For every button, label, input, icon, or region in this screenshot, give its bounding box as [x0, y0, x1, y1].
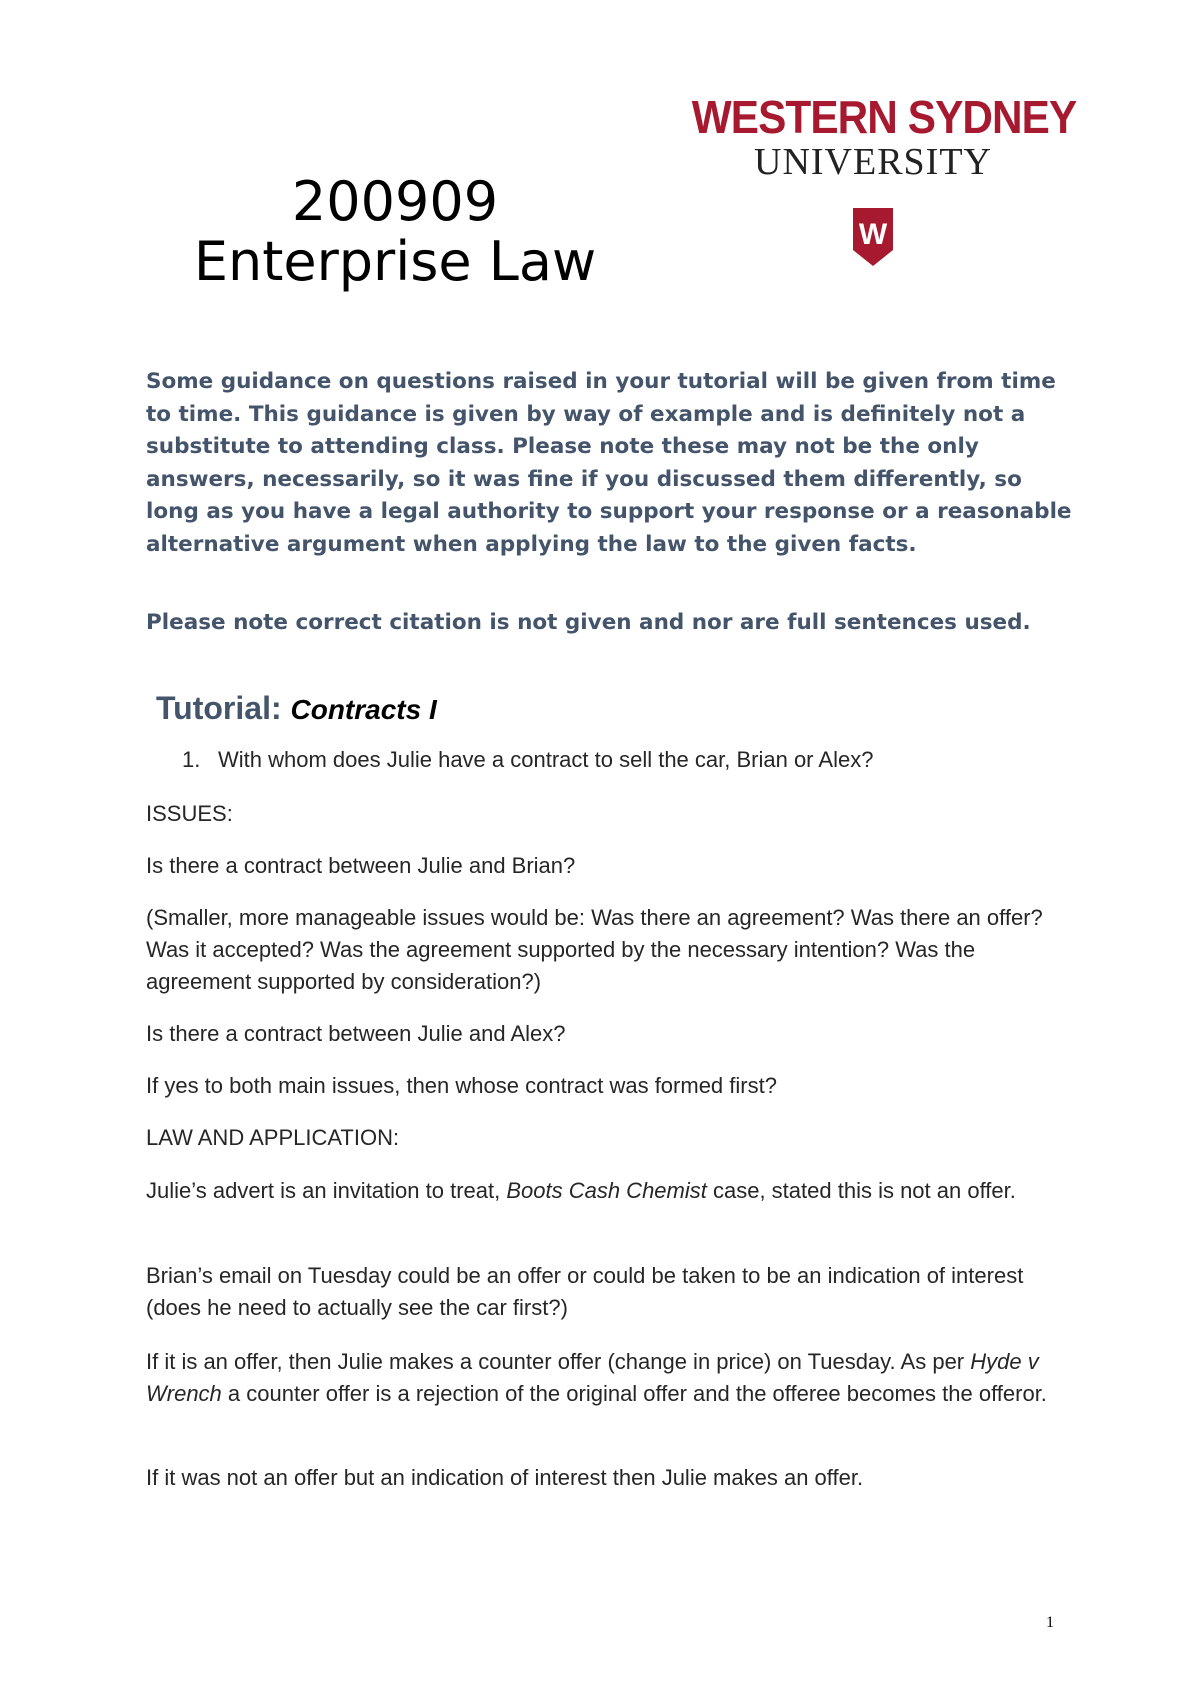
p3-text-after: a counter offer is a rejection of the original offer and the offeree becomes the offeror.: [221, 1381, 1047, 1406]
law-application-heading: LAW AND APPLICATION:: [146, 1125, 400, 1150]
paragraph-counter-offer: [146, 1346, 1076, 1410]
question-1: [182, 745, 873, 775]
paragraph-brian-email: Brian’s email on Tuesday could be an offer or could be taken to be an indication of interest (does he need to actually see the car first?): [146, 1263, 1024, 1320]
logo-line-university: UNIVERSITY: [754, 141, 992, 183]
page-number: 1: [1046, 1614, 1054, 1631]
paragraph-indication-of-interest: If it was not an offer but an indication of interest then Julie makes an offer.: [146, 1465, 864, 1490]
guidance-paragraph: Some guidance on questions raised in your tutorial will be given from time to time. This guidance is given by way of example and is definitely not a substitute to attending class. Please note these may not be the only answers, necessarily, so it was fine if you discussed them differently, so long as you have a legal authority to support your response or a reasonable alternative argument when applying the law to the given facts.: [146, 369, 1072, 557]
citation-note: Please note correct citation is not given and nor are full sentences used.: [146, 610, 1031, 635]
question-number: 1.: [182, 747, 201, 772]
issue-first-contract: If yes to both main issues, then whose contract was formed first?: [146, 1073, 777, 1098]
issue-julie-alex: Is there a contract between Julie and Alex?: [146, 1021, 566, 1046]
course-title: [130, 172, 660, 292]
tutorial-topic: Contracts I: [290, 694, 437, 725]
shield-letter: W: [858, 218, 888, 251]
tutorial-label: Tutorial:: [156, 690, 291, 726]
issue-detail: (Smaller, more manageable issues would be: Was there an agreement? Was there an offer? Was it accepted? Was the agreement supported by the necessary intention? Was the agreement supported by consideration?): [146, 905, 1043, 994]
issues-heading: ISSUES:: [146, 801, 233, 826]
paragraph-invitation-to-treat: [146, 1175, 1076, 1207]
case-name-boots: Boots Cash Chemist: [506, 1178, 707, 1203]
question-text: With whom does Julie have a contract to sell the car, Brian or Alex?: [218, 747, 874, 772]
p1-text-before: Julie’s advert is an invitation to treat,: [146, 1178, 507, 1203]
logo-line-western-sydney: WESTERN SYDNEY: [691, 91, 1077, 143]
course-name: Enterprise Law: [193, 230, 597, 293]
issue-julie-brian: Is there a contract between Julie and Brian?: [146, 853, 576, 878]
p3-text-before: If it is an offer, then Julie makes a counter offer (change in price) on Tuesday. As per: [146, 1349, 971, 1374]
case-name-hyde-v-wrench: Hyde v Wrench: [146, 1349, 1039, 1406]
p1-text-after: case, stated this is not an offer.: [706, 1178, 1016, 1203]
shield-icon: [851, 206, 895, 268]
university-logo: [676, 91, 1077, 278]
course-code: 200909: [291, 170, 499, 233]
tutorial-heading: [156, 690, 437, 727]
